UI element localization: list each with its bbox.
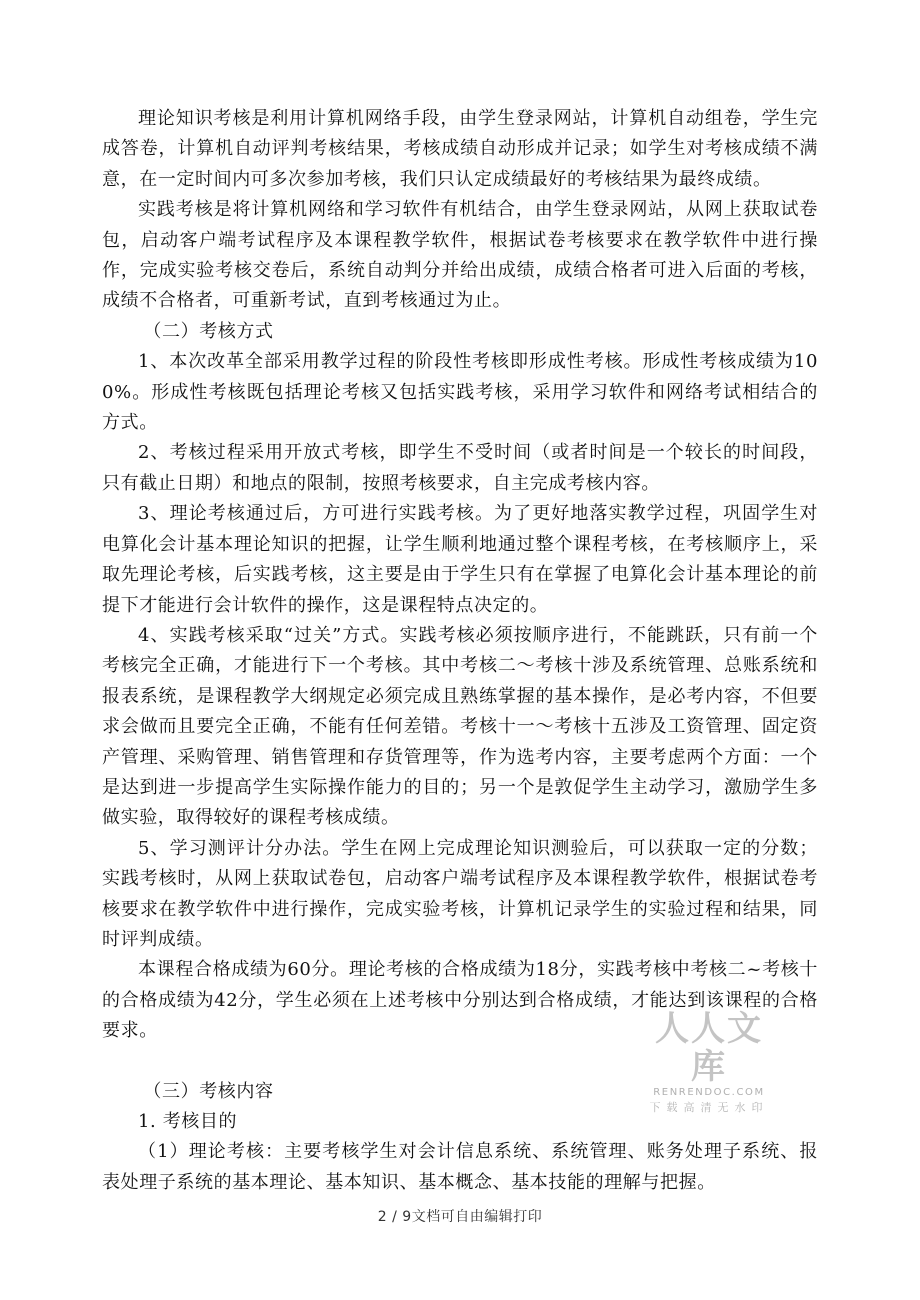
paragraph-item-3: 3、理论考核通过后，方可进行实践考核。为了更好地落实教学过程，巩固学生对电算化会计基本理论知识的把握，让学生顺利地通过整个课程考核，在考核顺序上，采取先理论考核，后实践考核，这主要是由于学生只有在掌握了电算化会计基本理论的前提下才能进行会计软件的操作，这是课程特点决定的。 [102, 503, 818, 616]
watermark-domain: RENRENDOC.COM [653, 1087, 765, 1098]
paragraph-item-4: 4、实践考核采取“过关”方式。实践考核必须按顺序进行，不能跳跃，只有前一个考核完全正确，才能进行下一个考核。其中考核二～考核十涉及系统管理、总账系统和报表系统，是课程教学大纲规定必须完成且熟练掌握的基本操作，是必考内容，不但要求会做而且要完全正确，不能有任何差错。考核十一～考核十五涉及工资管理、固定资产管理、采购管理、销售管理和存货管理等，作为选考内容，主要考虑两个方面：一个是达到进一步提高学生实际操作能力的目的；另一个是敦促学生主动学习，激励学生多做实验，取得较好的课程考核成绩。 [102, 624, 818, 829]
paragraph-passing-score: 本课程合格成绩为60分。理论考核的合格成绩为18分，实践考核中考核二~考核十的合格成绩为42分，学生必须在上述考核中分别达到合格成绩，才能达到该课程的合格要求。 [102, 959, 818, 1042]
paragraph-item-2: 2、考核过程采用开放式考核，即学生不受时间（或者时间是一个较长的时间段，只有截止日期）和地点的限制，按照考核要求，自主完成考核内容。 [102, 442, 818, 494]
watermark-logo [640, 1010, 778, 1116]
paragraph-practice-assessment: 实践考核是将计算机网络和学习软件有机结合，由学生登录网站，从网上获取试卷包，启动客户端考试程序及本课程教学软件，根据试卷考核要求在教学软件中进行操作，完成实验考核交卷后，系统自动判分并给出成绩，成绩合格者可进入后面的考核，成绩不合格者，可重新考试，直到考核通过为止。 [102, 199, 818, 312]
watermark-brand: 人人文库 [655, 1009, 763, 1087]
section-heading-assessment-content: （三）考核内容 [143, 1080, 274, 1102]
paragraph-theory-purpose: （1）理论考核：主要考核学生对会计信息系统、系统管理、账务处理子系统、报表处理子系统的基本理论、基本知识、基本概念、基本技能的理解与把握。 [102, 1141, 818, 1193]
watermark-tagline: 下载高清无水印 [649, 1101, 769, 1114]
paragraph-item-1: 1、本次改革全部采用教学过程的阶段性考核即形成性考核。形成性考核成绩为100%。形成性考核既包括理论考核又包括实践考核，采用学习软件和网络考试相结合的方式。 [102, 351, 818, 434]
paragraph-theory-assessment: 理论知识考核是利用计算机网络手段，由学生登录网站，计算机自动组卷，学生完成答卷，计算机自动评判考核结果，考核成绩自动形成并记录；如学生对考核成绩不满意，在一定时间内可多次参加考核，我们只认定成绩最好的考核结果为最终成绩。 [102, 108, 818, 190]
paragraph-item-5: 5、学习测评计分办法。学生在网上完成理论知识测验后，可以获取一定的分数；实践考核时，从网上获取试卷包，启动客户端考试程序及本课程教学软件，根据试卷考核要求在教学软件中进行操作，完成实验考核，计算机记录学生的实验过程和结果，同时评判成绩。 [102, 837, 818, 950]
subheading-assessment-purpose: 1. 考核目的 [138, 1111, 238, 1132]
page-footer: 2 / 9文档可自由编辑打印 [377, 1209, 543, 1225]
section-heading-assessment-method: （二）考核方式 [143, 320, 274, 342]
